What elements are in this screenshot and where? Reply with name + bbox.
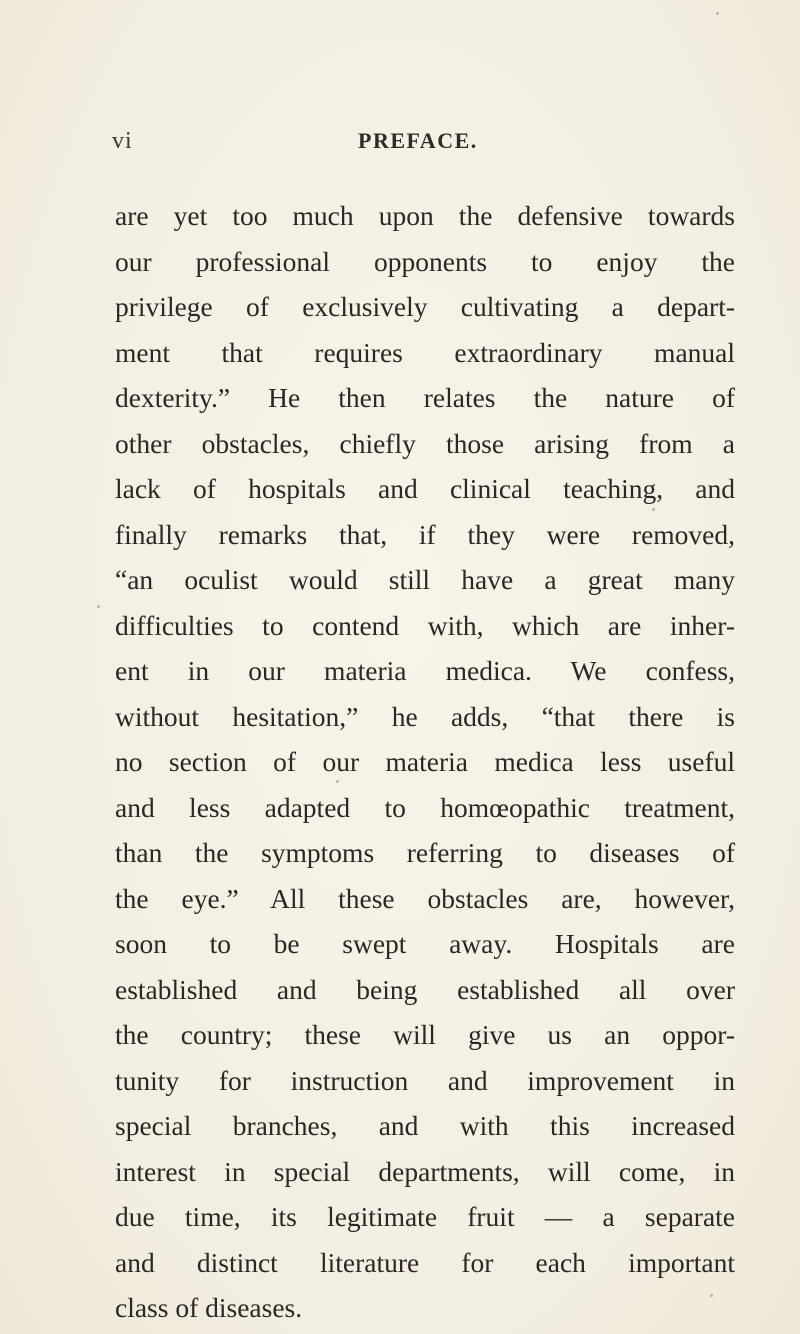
running-head <box>112 128 712 158</box>
text-line: and distinct literature for each important <box>115 1246 735 1278</box>
paper-speck <box>710 1294 713 1297</box>
text-line: finally remarks that, if they were removed, <box>115 518 735 550</box>
text-line: interest in special departments, will come, in <box>115 1155 735 1187</box>
text-line: tunity for instruction and improvement in <box>115 1064 735 1096</box>
paper-speck <box>336 780 339 783</box>
text-line: our professional opponents to enjoy the <box>115 245 735 277</box>
text-line: ment that requires extraordinary manual <box>115 336 735 368</box>
text-line: privilege of exclusively cultivating a depart- <box>115 291 735 322</box>
paper-speck <box>716 12 719 15</box>
text-line: are yet too much upon the defensive towards <box>115 200 735 231</box>
text-line: special branches, and with this increased <box>115 1110 735 1141</box>
text-line: dexterity.” He then relates the nature of <box>115 382 735 413</box>
running-title: PREFACE. <box>358 128 478 153</box>
text-line: due time, its legitimate fruit — a separate <box>115 1201 735 1232</box>
text-line: the eye.” All these obstacles are, however, <box>115 882 735 914</box>
text-line: “an oculist would still have a great many <box>115 564 735 595</box>
text-line: and less adapted to homœopathic treatment, <box>115 791 735 823</box>
body-text <box>115 193 735 1331</box>
paper-speck <box>652 508 655 511</box>
text-line: no section of our materia medica less useful <box>115 746 735 777</box>
text-line: the country; these will give us an oppor- <box>115 1019 735 1050</box>
text-line: other obstacles, chiefly those arising from a <box>115 427 735 459</box>
text-line: ent in our materia medica. We confess, <box>115 655 735 686</box>
page-number: vi <box>112 128 133 154</box>
text-line: established and being established all over <box>115 973 735 1005</box>
text-line: without hesitation,” he adds, “that there is <box>115 700 735 732</box>
text-line: than the symptoms referring to diseases of <box>115 837 735 868</box>
text-line: soon to be swept away. Hospitals are <box>115 928 735 959</box>
text-line: class of diseases. <box>115 1292 303 1323</box>
text-line: difficulties to contend with, which are inher- <box>115 609 735 641</box>
text-line: lack of hospitals and clinical teaching, and <box>115 473 735 504</box>
paper-speck <box>97 605 100 608</box>
